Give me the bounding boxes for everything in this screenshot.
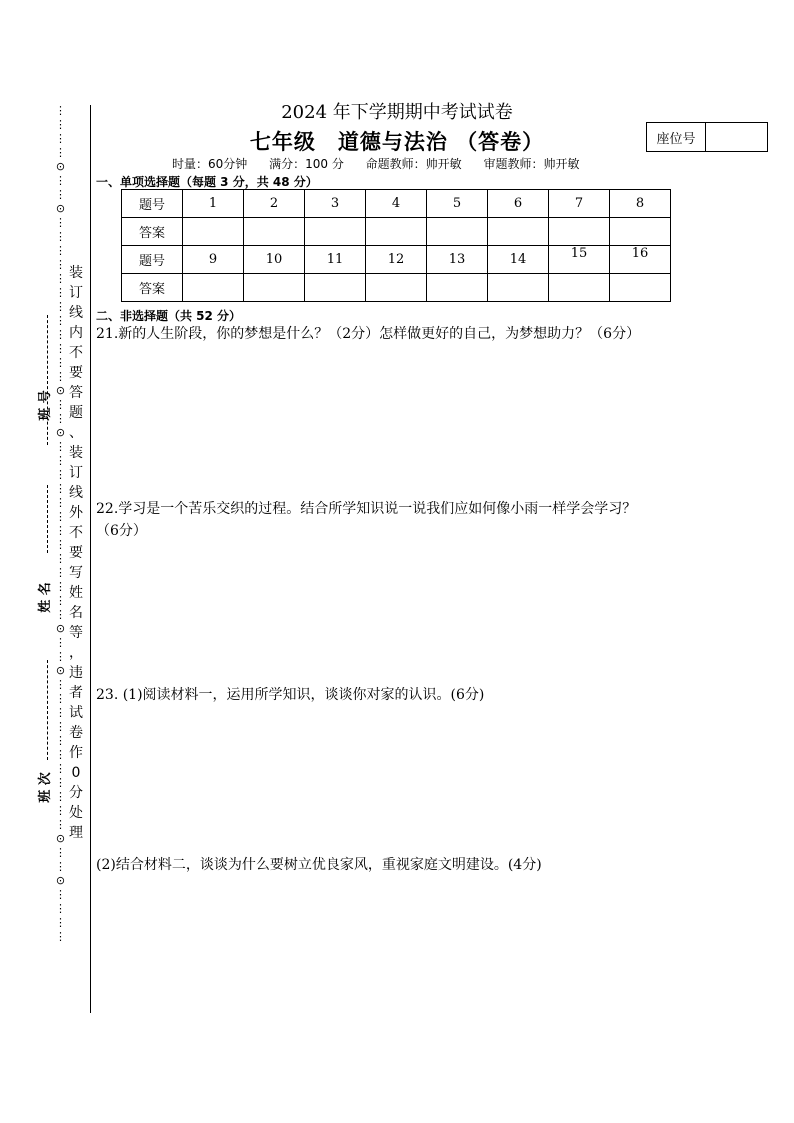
answer-cell[interactable] [244,274,305,302]
table-row [122,274,671,302]
binding-warning-char: 违 [69,665,83,681]
binding-warning-char: 线 [69,485,83,501]
binding-line [90,105,91,1013]
full-score: 满分：100 分 [269,157,344,171]
seat-number-label: 座位号 [647,123,706,151]
binding-dashed-2 [47,485,48,553]
binding-warning-char: 0 [71,765,81,781]
reviewer: 审题教师：帅开敏 [483,157,580,171]
question-number: 16 [610,246,671,274]
row-label-answer: 答案 [122,274,183,302]
binding-dashed-1 [47,315,48,445]
binding-dots-column: ⋮ ⋮ ⋮ ⋮ ⊙ ⋮ ⋮ ⊙ ⋮ ⋮ ⋮ ⋮ ⋮ ⋮ ⋮ ⋮ ⋮ ⋮ ⋮ ⋮ ⊙ ⋮ ⋮ ⊙ ⋮ ⋮ ⋮ ⋮ ⋮ ⋮ ⋮ ⋮ ⋮ ⋮ ⋮ ⋮ ⋮ ⊙ ⋮ ⋮ ⊙ ⋮ ⋮ ⋮ ⋮ ⋮ ⋮ ⋮ ⋮ ⋮ ⋮ ⋮ ⊙ ⋮ ⋮ ⊙ ⋮ ⋮ ⋮ ⋮ [55,104,65,943]
answer-cell[interactable] [305,274,366,302]
question-number: 3 [305,190,366,218]
question-number: 2 [244,190,305,218]
binding-warning-char: 处 [69,805,83,821]
question-number: 8 [610,190,671,218]
answer-cell[interactable] [488,274,549,302]
question-23-part-1: 23. (1)阅读材料一，运用所学知识，谈谈你对家的认识。(6分) [96,687,485,703]
binding-warning-char: 要 [69,545,83,561]
section-1-title: 一、单项选择题（每题 3 分，共 48 分） [96,175,318,189]
question-number: 5 [427,190,488,218]
binding-warning-char: 作 [69,745,83,761]
binding-warning-char: 不 [69,525,83,541]
exam-title: 2024 年下学期期中考试试卷 [281,102,513,123]
question-number: 1 [183,190,244,218]
table-row [122,218,671,246]
question-number: 4 [366,190,427,218]
answer-grid [121,189,671,302]
answer-cell[interactable] [610,218,671,246]
answer-cell[interactable] [549,274,610,302]
seat-number-field[interactable] [706,123,767,151]
class-field-label: 班 号 [37,390,53,421]
binding-warning-char: 不 [69,345,83,361]
question-number: 14 [488,246,549,274]
question-23-part-2: (2)结合材料二，谈谈为什么要树立优良家风，重视家庭文明建设。(4分) [96,857,542,873]
binding-warning-char: 姓 [69,585,83,601]
row-label-number: 题号 [122,246,183,274]
binding-warning-char: 内 [69,325,83,341]
binding-warning-char: 装 [69,445,83,461]
name-field-label: 姓 名 [37,582,53,613]
answer-cell[interactable] [427,274,488,302]
binding-warning-char: 理 [69,825,83,841]
table-row [122,246,671,274]
question-number: 6 [488,190,549,218]
binding-warning-char: 外 [69,505,83,521]
row-label-answer: 答案 [122,218,183,246]
section-2-title: 二、非选择题（共 52 分） [96,309,242,323]
binding-warning-char: ， [69,645,83,661]
question-number: 13 [427,246,488,274]
answer-cell[interactable] [366,274,427,302]
question-number: 15 [549,246,610,274]
binding-warning-text [66,263,86,843]
binding-warning-char: 写 [69,565,83,581]
exam-meta [172,155,598,172]
binding-warning-char: 题 [69,405,83,421]
question-22-score: （6分） [96,523,147,539]
binding-warning-char: 试 [69,705,83,721]
answer-cell[interactable] [610,274,671,302]
question-number: 10 [244,246,305,274]
binding-warning-char: 名 [69,605,83,621]
binding-warning-char: 等 [69,625,83,641]
binding-warning-char: 订 [69,465,83,481]
binding-dashed-3 [47,660,48,760]
answer-cell[interactable] [244,218,305,246]
question-setter: 命题教师：帅开敏 [365,157,462,171]
time-limit: 时量：60分钟 [172,157,248,171]
row-label-number: 题号 [122,190,183,218]
answer-cell[interactable] [549,218,610,246]
seat-number-box [646,122,768,152]
binding-warning-char: 装 [69,265,83,281]
binding-warning-char: 答 [69,385,83,401]
binding-warning-char: 分 [69,785,83,801]
answer-cell[interactable] [427,218,488,246]
binding-warning-char: 要 [69,365,83,381]
binding-warning-char: 订 [69,285,83,301]
question-21: 21.新的人生阶段，你的梦想是什么？（2分）怎样做更好的自己，为梦想助力？（6分） [96,326,641,342]
binding-warning-char: 卷 [69,725,83,741]
binding-warning-char: 者 [69,685,83,701]
binding-warning-char: 线 [69,305,83,321]
table-row [122,190,671,218]
answer-cell[interactable] [183,218,244,246]
answer-cell[interactable] [305,218,366,246]
answer-cell[interactable] [366,218,427,246]
question-number: 9 [183,246,244,274]
answer-cell[interactable] [183,274,244,302]
exam-subtitle: 七年级 道德与法治 （答卷） [249,129,545,154]
binding-warning-char: 、 [69,425,83,441]
question-number: 7 [549,190,610,218]
question-22: 22.学习是一个苦乐交织的过程。结合所学知识说一说我们应如何像小雨一样学会学习？ [96,501,637,517]
seat-field-label: 班 次 [37,772,53,803]
answer-cell[interactable] [488,218,549,246]
question-number: 11 [305,246,366,274]
question-number: 12 [366,246,427,274]
